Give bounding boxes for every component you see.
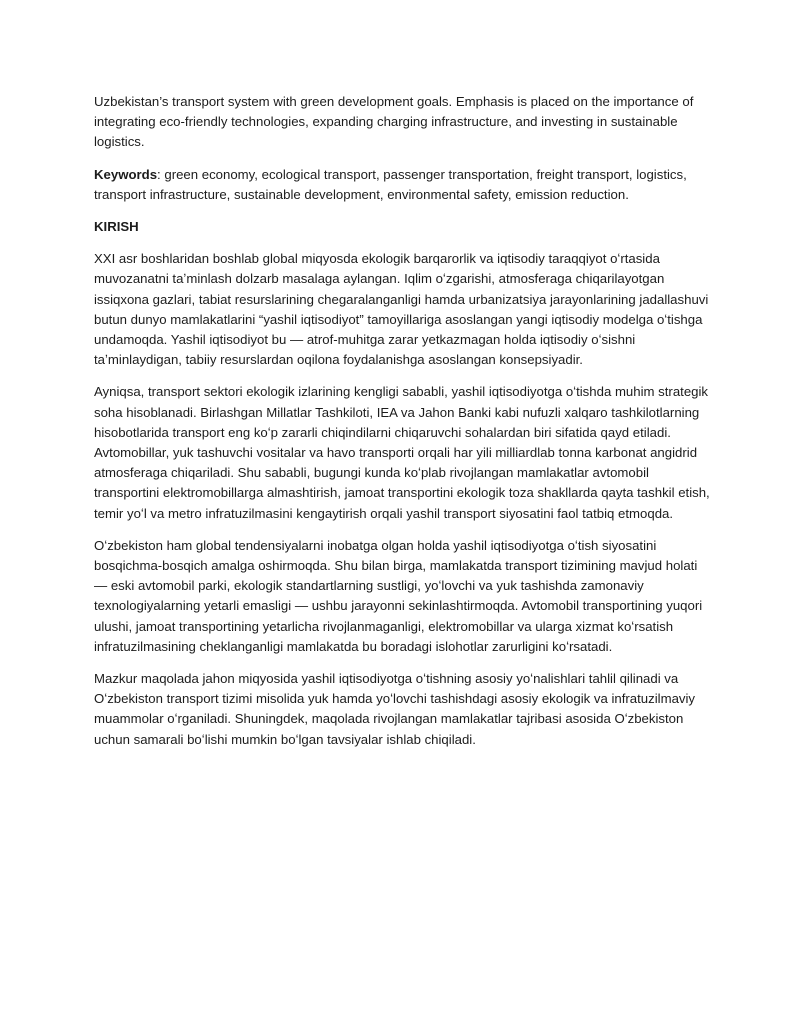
abstract-tail: Uzbekistan’s transport system with green development goals. Emphasis is placed on the importance of integrating eco-friendly technologies, expanding charging infrastructure, and investing in sustainable logistics. — [94, 94, 694, 150]
body-paragraph-4: Mazkur maqolada jahon miqyosida yashil iqtisodiyotga oʻtishning asosiy yoʻnalishlari tahlil qilinadi va Oʻzbekiston transport tizimi misolida yuk hamda yoʻlovchi tashishdagi asosiy ekologik va infratuzilmaviy muammolar oʻrganiladi. Shuningdek, maqolada rivojlangan mamlakatlar tajribasi asosida Oʻzbekiston uchun samarali boʻlishi mumkin boʻlgan tavsiyalar ishlab chiqiladi. — [94, 671, 696, 747]
body-paragraph-2: Ayniqsa, transport sektori ekologik izlarining kengligi sababli, yashil iqtisodiyotga oʻtishda muhim strategik soha hisoblanadi. Birlashgan Millatlar Tashkiloti, IEA va Jahon Banki kabi nufuzli xalqaro tashkilotlarning hisobotlarida transport eng koʻp zararli chiqindilarni chiqaruvchi sohalardan biri sifatida qayd etiladi. Avtomobillar, yuk tashuvchi vositalar va havo transporti orqali har yili milliardlab tonna karbonat angidrid atmosferaga chiqariladi. Shu sababli, bugungi kunda koʻplab rivojlangan mamlakatlar avtomobil transportini elektromobillarga almashtirish, jamoat transportini ekologik toza shakllarda qayta tashkil etish, temir yoʻl va metro infratuzilmasini kengaytirish orqali yashil transport siyosatini faol tatbiq etmoqda. — [94, 384, 710, 521]
keywords-text: : green economy, ecological transport, passenger transportation, freight transport, logistics, transport infrastructure, sustainable development, environmental safety, emission reduction. — [94, 166, 687, 202]
keywords-label: Keywords — [94, 166, 158, 182]
keywords-paragraph — [94, 165, 710, 205]
section-heading: KIRISH — [94, 219, 139, 235]
document-page — [94, 92, 710, 762]
body-paragraph-3: Oʻzbekiston ham global tendensiyalarni inobatga olgan holda yashil iqtisodiyotga oʻtish siyosatini bosqichma-bosqich amalga oshirmoqda. Shu bilan birga, mamlakatda transport tizimining mavjud holati — eski avtomobil parki, ekologik standartlarning sustligi, yoʻlovchi va yuk tashishda zamonaviy texnologiyalarning yetarli emasligi — ushbu jarayonni sekinlashtirmoqda. Avtomobil transportining yuqori ulushi, jamoat transportining yetarlicha rivojlanmaganligi, elektromobillar va ularga xizmat koʻrsatish infratuzilmasining cheklanganligi mamlakatda bu boradagi islohotlar zarurligini koʻrsatadi. — [94, 537, 703, 654]
body-paragraph-1: XXI asr boshlaridan boshlab global miqyosda ekologik barqarorlik va iqtisodiy taraqqiyot oʻrtasida muvozanatni taʼminlash dolzarb masalaga aylangan. Iqlim oʻzgarishi, atmosferaga chiqarilayotgan issiqxona gazlari, tabiat resurslarining chegaralanganligi hamda urbanizatsiya jarayonlarining jadallashuvi butun dunyo mamlakatlarini “yashil iqtisodiyot” tamoyillariga asoslangan yangi iqtisodiy modelga oʻtishga undamoqda. Yashil iqtisodiyot bu — atrof-muhitga zarar yetkazmagan holda iqtisodiy oʻsishni taʼminlaydigan, tabiiy resurslardan oqilona foydalanishga asoslangan konsepsiyadir. — [94, 251, 709, 368]
